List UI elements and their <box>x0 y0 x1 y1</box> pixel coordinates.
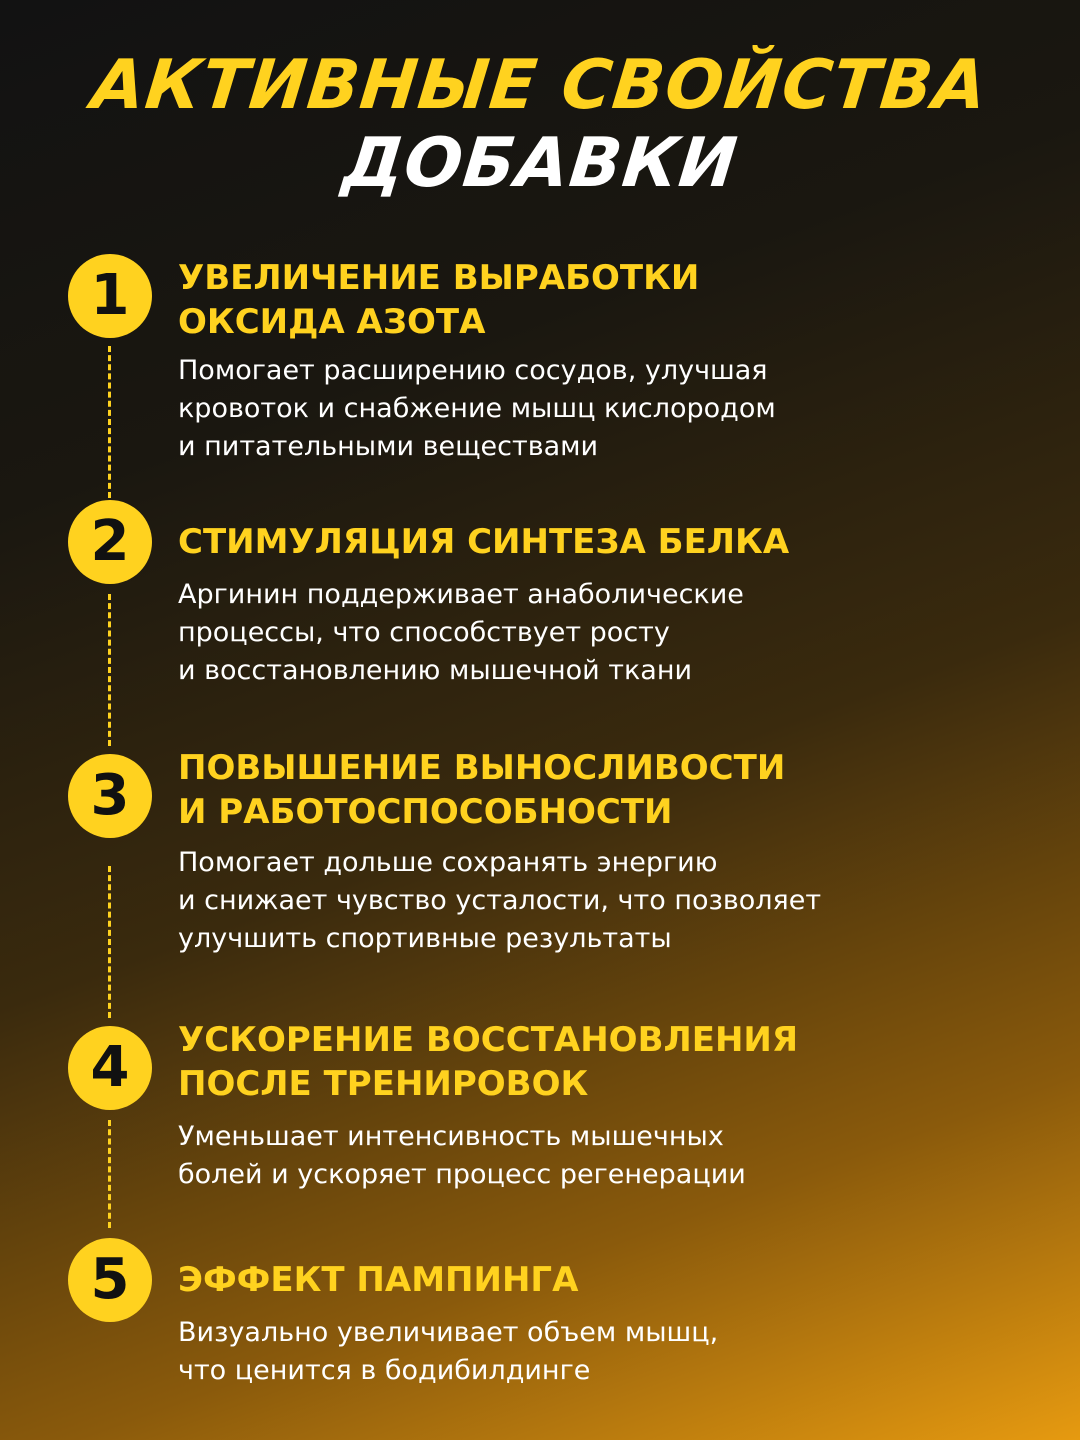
step-description <box>178 844 1038 958</box>
step-description-line: и восстановлению мышечной ткани <box>178 655 693 686</box>
step-heading <box>178 1018 1038 1106</box>
step-number-badge: 1 <box>68 254 152 338</box>
step-heading-line: УВЕЛИЧЕНИЕ ВЫРАБОТКИ <box>178 258 700 298</box>
step-heading <box>178 1258 1038 1302</box>
step-description-line: Уменьшает интенсивность мышечных <box>178 1121 724 1152</box>
step-number-badge: 2 <box>68 500 152 584</box>
step-number-badge: 3 <box>68 754 152 838</box>
step-heading <box>178 256 1038 344</box>
step-heading-line: ОКСИДА АЗОТА <box>178 302 486 342</box>
step-description <box>178 1118 1038 1194</box>
page-title <box>0 46 1080 203</box>
title-line-2: ДОБАВКИ <box>338 124 742 203</box>
step-description-line: что ценится в бодибилдинге <box>178 1355 591 1386</box>
step-description <box>178 1314 1038 1390</box>
step-heading-line: И РАБОТОСПОСОБНОСТИ <box>178 792 673 832</box>
connector-line-3-4 <box>108 866 111 1018</box>
title-line-1: АКТИВНЫЕ СВОЙСТВА <box>88 46 992 125</box>
step-description-line: улучшить спортивные результаты <box>178 923 672 954</box>
step-heading-line: ПОВЫШЕНИЕ ВЫНОСЛИВОСТИ <box>178 748 786 788</box>
step-number-badge: 5 <box>68 1238 152 1322</box>
step-description-line: кровоток и снабжение мышц кислородом <box>178 393 776 424</box>
step-description-line: и питательными веществами <box>178 431 599 462</box>
step-description <box>178 576 1038 690</box>
connector-line-4-5 <box>108 1120 111 1228</box>
step-heading <box>178 746 1038 834</box>
step-heading <box>178 520 1038 564</box>
step-description-line: Помогает дольше сохранять энергию <box>178 847 718 878</box>
step-description-line: процессы, что способствует росту <box>178 617 670 648</box>
step-heading-line: СТИМУЛЯЦИЯ СИНТЕЗА БЕЛКА <box>178 522 790 562</box>
step-description-line: Помогает расширению сосудов, улучшая <box>178 355 768 386</box>
step-description-line: болей и ускоряет процесс регенерации <box>178 1159 746 1190</box>
step-heading-line: ЭФФЕКТ ПАМПИНГА <box>178 1260 579 1300</box>
step-description <box>178 352 1038 466</box>
step-description-line: и снижает чувство усталости, что позволяет <box>178 885 822 916</box>
step-number-badge: 4 <box>68 1026 152 1110</box>
step-description-line: Аргинин поддерживает анаболические <box>178 579 744 610</box>
connector-line-2-3 <box>108 594 111 746</box>
step-heading-line: ПОСЛЕ ТРЕНИРОВОК <box>178 1064 589 1104</box>
step-heading-line: УСКОРЕНИЕ ВОССТАНОВЛЕНИЯ <box>178 1020 799 1060</box>
step-description-line: Визуально увеличивает объем мышц, <box>178 1317 719 1348</box>
connector-line-1-2 <box>108 346 111 498</box>
